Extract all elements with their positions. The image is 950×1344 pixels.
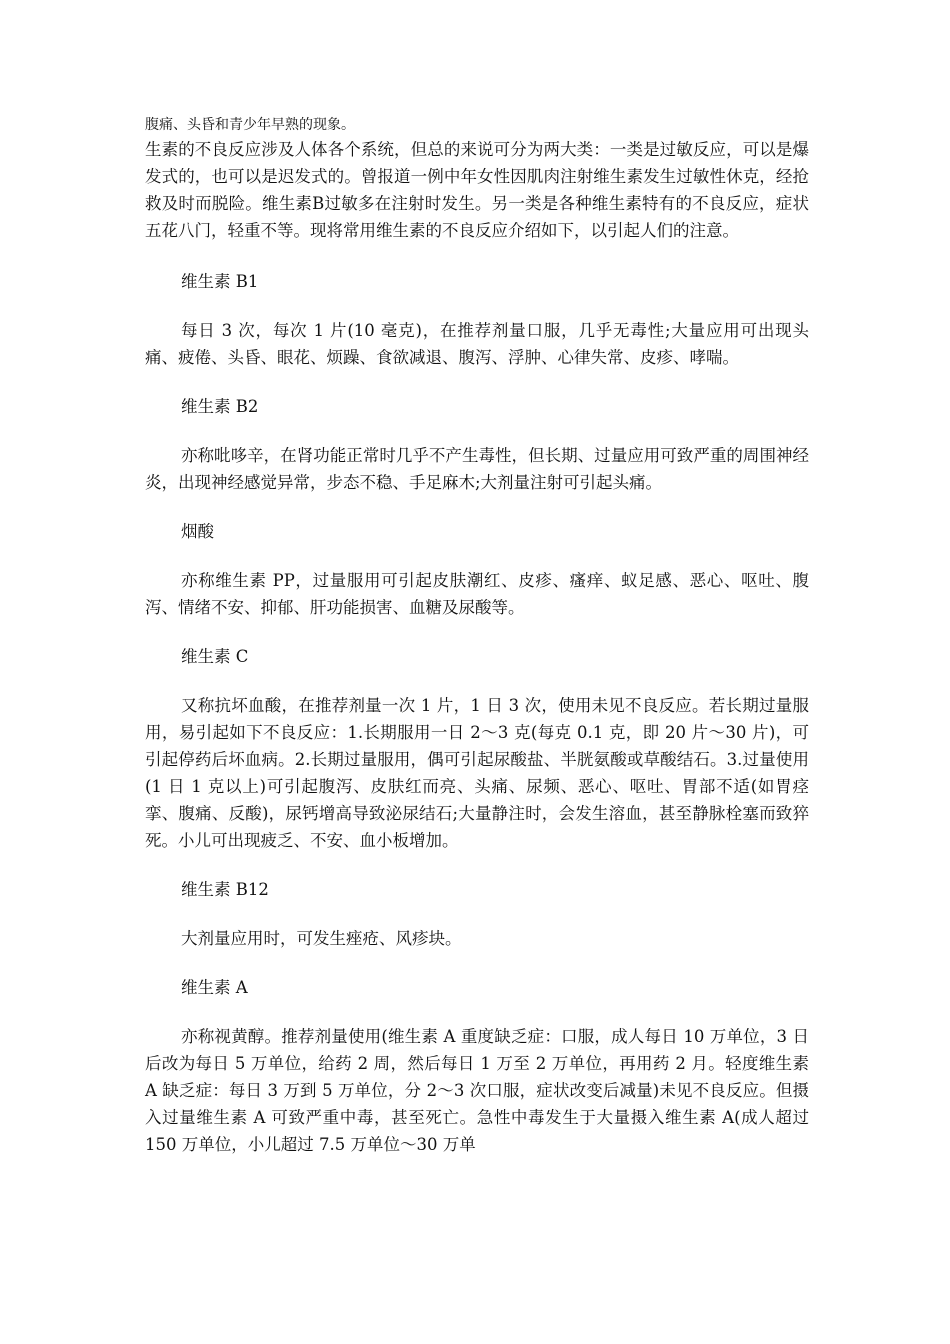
section-heading-b12: 维生素 B12 <box>181 880 269 899</box>
section-body-a: 亦称视黄醇。推荐剂量使用(维生素 A 重度缺乏症：口服，成人每日 10 万单位，3 日后改为每日 5 万单位，给药 2 周，然后每日 1 万至 2 万单位，再用药 2 月。轻度维生素 A 缺乏症：每日 3 万到 5 万单位，分 2～3 次口服，症状改变后减量)未见不良反应。但摄入过量维生素 A 可致严重中毒，甚至死亡。急性中毒发生于大量摄入维生素 A(成人超过 150 万单位，小儿超过 7.5 万单位～30 万单 <box>145 1027 809 1154</box>
section-body-niacin: 亦称维生素 PP，过量服用可引起皮肤潮红、皮疹、瘙痒、蚁足感、恶心、呕吐、腹泻、情绪不安、抑郁、肝功能损害、血糖及尿酸等。 <box>145 571 809 617</box>
intro-paragraph: 生素的不良反应涉及人体各个系统，但总的来说可分为两大类：一类是过敏反应，可以是爆发式的，也可以是迟发式的。曾报道一例中年女性因肌肉注射维生素发生过敏性休克，经抢救及时而脱险。维生素B过敏多在注射时发生。另一类是各种维生素特有的不良反应，症状五花八门，轻重不等。现将常用维生素的不良反应介绍如下，以引起人们的注意。 <box>145 140 809 240</box>
section-body-b2: 亦称吡哆辛，在肾功能正常时几乎不产生毒性，但长期、过量应用可致严重的周围神经炎，出现神经感觉异常，步态不稳、手足麻木;大剂量注射可引起头痛。 <box>145 446 809 492</box>
section-heading-b2: 维生素 B2 <box>181 397 259 416</box>
document-page <box>145 114 809 1158</box>
section-body-b12: 大剂量应用时，可发生痤疮、风疹块。 <box>181 929 462 948</box>
section-body-c: 又称抗坏血酸，在推荐剂量一次 1 片，1 日 3 次，使用未见不良反应。若长期过量服用，易引起如下不良反应：1.长期服用一日 2～3 克(每克 0.1 克，即 20 片～30 片)，可引起停药后坏血病。2.长期过量服用，偶可引起尿酸盐、半胱氨酸或草酸结石。3.过量使用(1 日 1 克以上)可引起腹泻、皮肤红而亮、头痛、尿频、恶心、呕吐、胃部不适(如胃痉挛、腹痛、反酸)，尿钙增高导致泌尿结石;大量静注时，会发生溶血，甚至静脉栓塞而致猝死。小儿可出现疲乏、不安、血小板增加。 <box>145 696 809 850</box>
section-heading-b1: 维生素 B1 <box>181 272 259 291</box>
intro-fragment: 腹痛、头昏和青少年早熟的现象。 <box>145 117 355 133</box>
section-heading-c: 维生素 C <box>181 647 249 666</box>
section-heading-a: 维生素 A <box>181 978 248 997</box>
section-body-b1: 每日 3 次，每次 1 片(10 毫克)，在推荐剂量口服，几乎无毒性;大量应用可出现头痛、疲倦、头昏、眼花、烦躁、食欲减退、腹泻、浮肿、心律失常、皮疹、哮喘。 <box>145 321 809 367</box>
section-heading-niacin: 烟酸 <box>181 522 214 541</box>
